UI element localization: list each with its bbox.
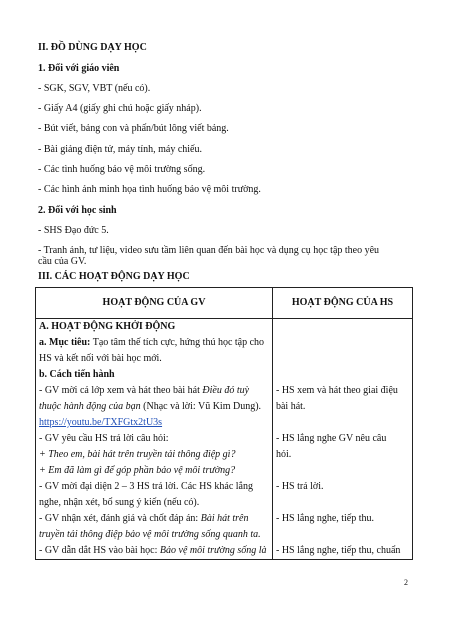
video-link-line [39, 415, 269, 431]
gv-step [39, 383, 269, 399]
page-number: 2 [404, 578, 408, 587]
gv-step-text: - GV mời cả lớp xem và hát theo bài hát [39, 385, 203, 396]
hs-step: - HS xem và hát theo giai điệu [275, 385, 398, 396]
question-item: + Em đã làm gì để góp phần bảo vệ môi trường? [39, 465, 236, 476]
gv-step [39, 511, 269, 527]
hs-step: - HS lắng nghe, tiếp thu, chuẩn [275, 545, 401, 556]
gv-step: - GV mời đại diện 2 – 3 HS trả lời. Các HS khác lắng [39, 481, 253, 492]
list-item: - Các hình ảnh minh họa tình huống bảo vệ môi trường. [38, 184, 261, 195]
section-heading-activities: III. CÁC HOẠT ĐỘNG DẠY HỌC [38, 271, 190, 282]
column-header-gv: HOẠT ĐỘNG CỦA GV [36, 288, 273, 319]
gv-step: - GV yêu cầu HS trả lời câu hỏi: [39, 433, 169, 444]
hs-cell [272, 319, 412, 560]
list-item: - SGK, SGV, VBT (nếu có). [38, 83, 151, 94]
objective-text: Tạo tâm thế tích cực, hứng thú học tập cho [90, 337, 265, 348]
activity-table [35, 287, 413, 560]
list-item: - Tranh ảnh, tư liệu, video sưu tầm liên quan đến bài học và dụng cụ học tập theo yêu [38, 245, 380, 256]
subheading-teacher: 1. Đối với giáo viên [38, 63, 120, 74]
list-item-continuation: cầu của GV. [38, 256, 87, 267]
answer-text-cont: truyền tải thông điệp bảo vệ môi trường sống quanh ta. [39, 529, 261, 540]
table-row [36, 319, 413, 560]
lead-in-text: Bảo vệ môi trường sống là [159, 545, 267, 556]
column-header-hs: HOẠT ĐỘNG CỦA HS [272, 288, 412, 319]
list-item: - Các tình huống bảo vệ môi trường sống. [38, 164, 206, 175]
gv-step-text: - GV dẫn dắt HS vào bài học: [39, 545, 160, 556]
list-item: - Bút viết, bảng con và phấn/bút lông viết bảng. [38, 123, 229, 134]
objective-label: a. Mục tiêu: [39, 337, 91, 348]
objective-line [39, 335, 269, 351]
gv-step-text: (Nhạc và lời: Vũ Kim Dung). [140, 401, 262, 412]
table-header-row [36, 288, 413, 319]
hs-step-cont: hỏi. [275, 449, 292, 460]
gv-step-cont [39, 399, 269, 415]
gv-step [39, 543, 269, 559]
hs-step: - HS lắng nghe, tiếp thu. [275, 513, 375, 524]
gv-cell [36, 319, 273, 560]
answer-text: Bài hát trên [200, 513, 249, 524]
objective-line-2: HS và kết nối với bài học mới. [39, 353, 162, 364]
subheading-student: 2. Đối với học sinh [38, 205, 117, 216]
song-title-part: thuộc hành động của bạn [39, 401, 141, 412]
hs-step-cont: bài hát. [275, 401, 306, 412]
list-item: - Giấy A4 (giấy ghi chú hoặc giấy nháp). [38, 103, 202, 114]
list-item: - SHS Đạo đức 5. [38, 225, 109, 236]
activity-title: A. HOẠT ĐỘNG KHỞI ĐỘNG [39, 321, 176, 332]
question-item: + Theo em, bài hát trên truyền tải thông điệp gì? [39, 449, 236, 460]
procedure-label: b. Cách tiến hành [39, 369, 115, 380]
section-heading-materials: II. ĐỒ DÙNG DẠY HỌC [38, 42, 147, 53]
gv-step-text: - GV nhận xét, đánh giá và chốt đáp án: [39, 513, 201, 524]
video-link[interactable]: https://youtu.be/TXFGtx2tU3s [39, 417, 163, 428]
hs-step: - HS lắng nghe GV nêu câu [275, 433, 387, 444]
list-item: - Bài giảng điện tử, máy tính, máy chiếu. [38, 144, 202, 155]
song-title-part: Điều đó tuỳ [202, 385, 250, 396]
gv-step-cont: nghe, nhận xét, bổ sung ý kiến (nếu có). [39, 497, 200, 508]
hs-step: - HS trả lời. [275, 481, 324, 492]
